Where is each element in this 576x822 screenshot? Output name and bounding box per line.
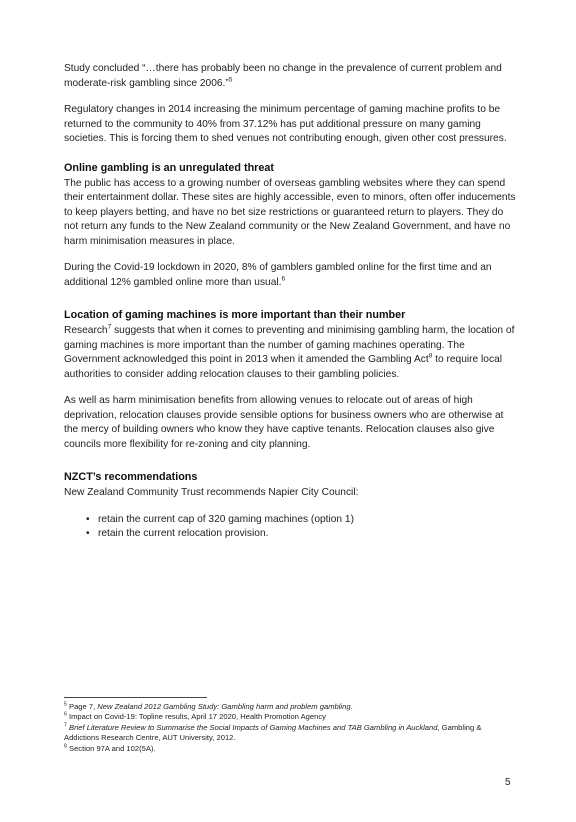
footnote-separator xyxy=(64,697,207,698)
footnote-6: $^6$ Impact on Covid-19: Topline results, April 17 2020, Health Promotion Agency xyxy=(64,711,326,722)
page-number: 5 xyxy=(505,777,511,788)
footnote-8: $^8$ Section 97A and 102(5A). xyxy=(64,743,156,753)
recommendations-list xyxy=(64,513,518,542)
body-content xyxy=(64,62,518,542)
paragraph-study-conclusion: Study concluded “…there has probably been no change in the prevalence of current problem and moderate-risk gambling since 2006.”$^5$ xyxy=(64,63,502,89)
footnote-ref-8[interactable]: 8 xyxy=(428,352,433,360)
list-item: • retain the current relocation provision. xyxy=(64,527,518,542)
footnote-ref-6[interactable]: 6 xyxy=(281,275,286,283)
footnote-ref-7[interactable]: 7 xyxy=(107,323,112,331)
paragraph-online-access: The public has access to a growing number of overseas gambling websites where they can spend their entertainment dollar. These sites are highly accessible, even to minors, often offer inducements to keep players betting, and have no bet size restrictions or guaranteed return to players. They do not return any funds to the New Zealand community or the New Zealand Government, and have no harm minimisation measures in place. xyxy=(64,177,516,247)
footnote-7: $^7$ Brief Literature Review to Summarise the Social Impacts of Gaming Machines and TAB Gambling in Auckland, Gambling & Addictions Research Centre, AUT University, 2012. xyxy=(64,722,482,743)
heading-location-gaming-machines: Location of gaming machines is more important than their number xyxy=(64,309,406,321)
list-item: • retain the current cap of 320 gaming machines (option 1) xyxy=(64,513,518,528)
bullet-icon: • xyxy=(86,528,90,539)
bullet-icon: • xyxy=(86,513,90,525)
heading-online-gambling: Online gambling is an unregulated threat xyxy=(64,161,274,174)
paragraph-covid-lockdown: During the Covid-19 lockdown in 2020, 8% of gamblers gambled online for the first time and an additional 12% gambled online more than usual.$^6$ xyxy=(64,262,492,288)
footnote-5: $^5$ Page 7, New Zealand 2012 Gambling Study: Gambling harm and problem gambling. xyxy=(64,701,353,711)
paragraph-regulatory-changes: Regulatory changes in 2014 increasing the minimum percentage of gaming machine profits to be returned to the community to 40% from 37.12% has put additional pressure on many gaming societies. This is forcing them to shed venues not contributing enough, given other cost pressures. xyxy=(64,104,507,144)
paragraph-recommendations-intro: New Zealand Community Trust recommends Napier City Council: xyxy=(64,487,359,498)
footnote-ref-5[interactable]: 5 xyxy=(228,76,233,84)
paragraph-research: Research$^7$ suggests that when it comes to preventing and minimising gambling harm, the location of gaming machines is more important than the number of gaming machines operating. The Government acknowledged this point in 2013 when it amended the Gambling Act$^8$ to require local authorities to consider adding relocation clauses to their gambling policies. xyxy=(64,323,515,380)
footnotes xyxy=(64,702,518,754)
heading-recommendations: NZCT’s recommendations xyxy=(64,471,198,483)
paragraph-relocation-clauses: As well as harm minimisation benefits from allowing venues to relocate out of areas of high deprivation, relocation clauses provide sensible options for business owners who are otherwise at the mercy of building owners who know they have captive tenants. Relocation clauses also give councils more flexibility for re-zoning and city planning. xyxy=(64,395,504,450)
